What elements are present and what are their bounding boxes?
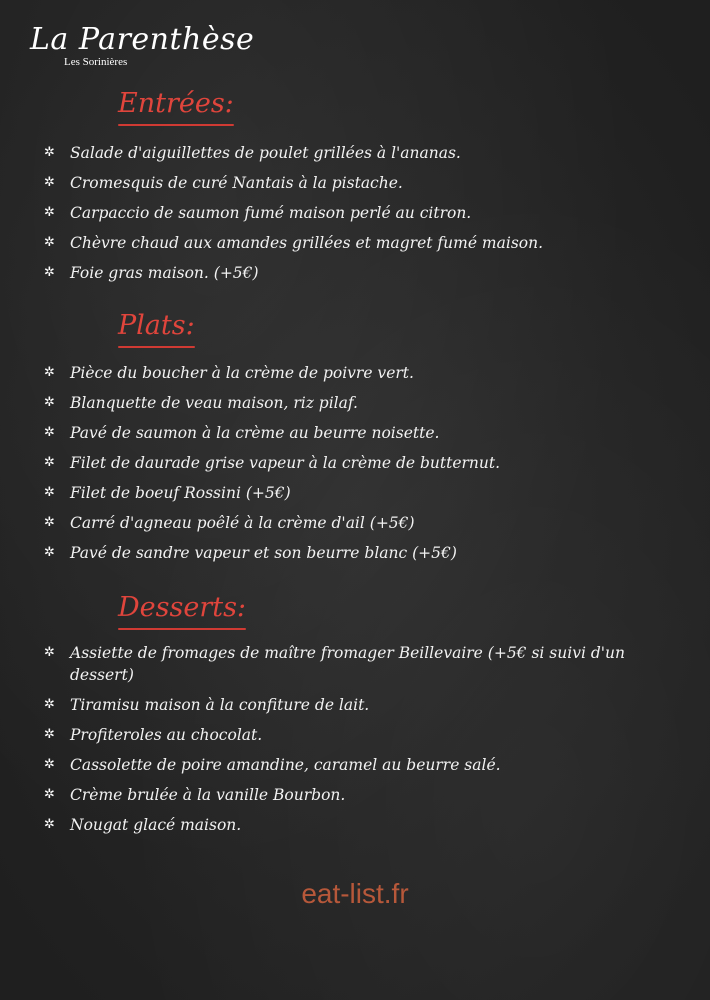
sparkle-bullet-icon: ✲ xyxy=(44,235,55,250)
restaurant-brand xyxy=(30,24,254,68)
menu-item xyxy=(44,422,684,444)
footer-site-link[interactable]: eat-list.fr xyxy=(301,878,409,909)
menu-item-text: Pavé de saumon à la crème au beurre noisette. xyxy=(70,424,440,442)
menu-item-text: Filet de daurade grise vapeur à la crème de butternut. xyxy=(70,454,501,472)
sparkle-bullet-icon: ✲ xyxy=(44,395,55,410)
menu-item-text: Pavé de sandre vapeur et son beurre blanc (+5€) xyxy=(70,544,457,562)
menu-item xyxy=(44,172,684,194)
menu-item-text: Filet de boeuf Rossini (+5€) xyxy=(70,484,291,502)
menu-item xyxy=(44,642,684,686)
entrees-list xyxy=(44,142,684,284)
section-title-entrees xyxy=(118,88,234,126)
section-underline-entrees xyxy=(118,124,234,126)
menu-item-text: Cassolette de poire amandine, caramel au beurre salé. xyxy=(70,756,501,774)
menu-item xyxy=(44,814,684,836)
menu-item xyxy=(44,202,684,224)
sparkle-bullet-icon: ✲ xyxy=(44,485,55,500)
menu-item xyxy=(44,392,684,414)
menu-item xyxy=(44,724,684,746)
sparkle-bullet-icon: ✲ xyxy=(44,425,55,440)
menu-item-text: Chèvre chaud aux amandes grillées et magret fumé maison. xyxy=(70,234,544,252)
sparkle-bullet-icon: ✲ xyxy=(44,365,55,380)
restaurant-location: Les Sorinières xyxy=(64,56,128,68)
sparkle-bullet-icon: ✲ xyxy=(44,265,55,280)
sparkle-bullet-icon: ✲ xyxy=(44,645,55,660)
menu-item xyxy=(44,362,684,384)
plats-list xyxy=(44,362,684,564)
menu-item-text: Nougat glacé maison. xyxy=(70,816,242,834)
section-title-plats-text: Plats: xyxy=(118,310,195,341)
restaurant-name: La Parenthèse xyxy=(30,22,255,57)
sparkle-bullet-icon: ✲ xyxy=(44,727,55,742)
menu-item xyxy=(44,262,684,284)
sparkle-bullet-icon: ✲ xyxy=(44,787,55,802)
menu-item-text: Pièce du boucher à la crème de poivre vert. xyxy=(70,364,414,382)
menu-item-text: Foie gras maison. (+5€) xyxy=(70,264,259,282)
sparkle-bullet-icon: ✲ xyxy=(44,175,55,190)
menu-item-text: Crème brulée à la vanille Bourbon. xyxy=(70,786,346,804)
menu-item xyxy=(44,452,684,474)
sparkle-bullet-icon: ✲ xyxy=(44,697,55,712)
section-title-entrees-text: Entrées: xyxy=(118,88,234,119)
menu-item-text: Carpaccio de saumon fumé maison perlé au citron. xyxy=(70,204,472,222)
menu-item xyxy=(44,754,684,776)
section-underline-plats xyxy=(118,346,195,348)
menu-item xyxy=(44,232,684,254)
menu-item xyxy=(44,542,684,564)
menu-item-text: Carré d'agneau poêlé à la crème d'ail (+5€) xyxy=(70,514,415,532)
menu-item-text: Salade d'aiguillettes de poulet grillées à l'ananas. xyxy=(70,144,461,162)
desserts-list xyxy=(44,642,684,836)
menu-item-text: Tiramisu maison à la confiture de lait. xyxy=(70,696,370,714)
section-underline-desserts xyxy=(118,628,246,630)
sparkle-bullet-icon: ✲ xyxy=(44,757,55,772)
sparkle-bullet-icon: ✲ xyxy=(44,515,55,530)
menu-item xyxy=(44,512,684,534)
menu-item-text: Assiette de fromages de maître fromager Beillevaire (+5€ si suivi d'un dessert) xyxy=(70,644,625,684)
menu-item-text: Blanquette de veau maison, riz pilaf. xyxy=(70,394,358,412)
menu-item xyxy=(44,482,684,504)
sparkle-bullet-icon: ✲ xyxy=(44,545,55,560)
menu-item xyxy=(44,142,684,164)
section-title-plats xyxy=(118,310,195,348)
sparkle-bullet-icon: ✲ xyxy=(44,205,55,220)
section-title-desserts xyxy=(118,592,246,630)
menu-item xyxy=(44,784,684,806)
menu-item xyxy=(44,694,684,716)
sparkle-bullet-icon: ✲ xyxy=(44,145,55,160)
section-title-desserts-text: Desserts: xyxy=(118,592,247,623)
sparkle-bullet-icon: ✲ xyxy=(44,455,55,470)
menu-item-text: Profiteroles au chocolat. xyxy=(70,726,263,744)
sparkle-bullet-icon: ✲ xyxy=(44,817,55,832)
menu-item-text: Cromesquis de curé Nantais à la pistache. xyxy=(70,174,403,192)
